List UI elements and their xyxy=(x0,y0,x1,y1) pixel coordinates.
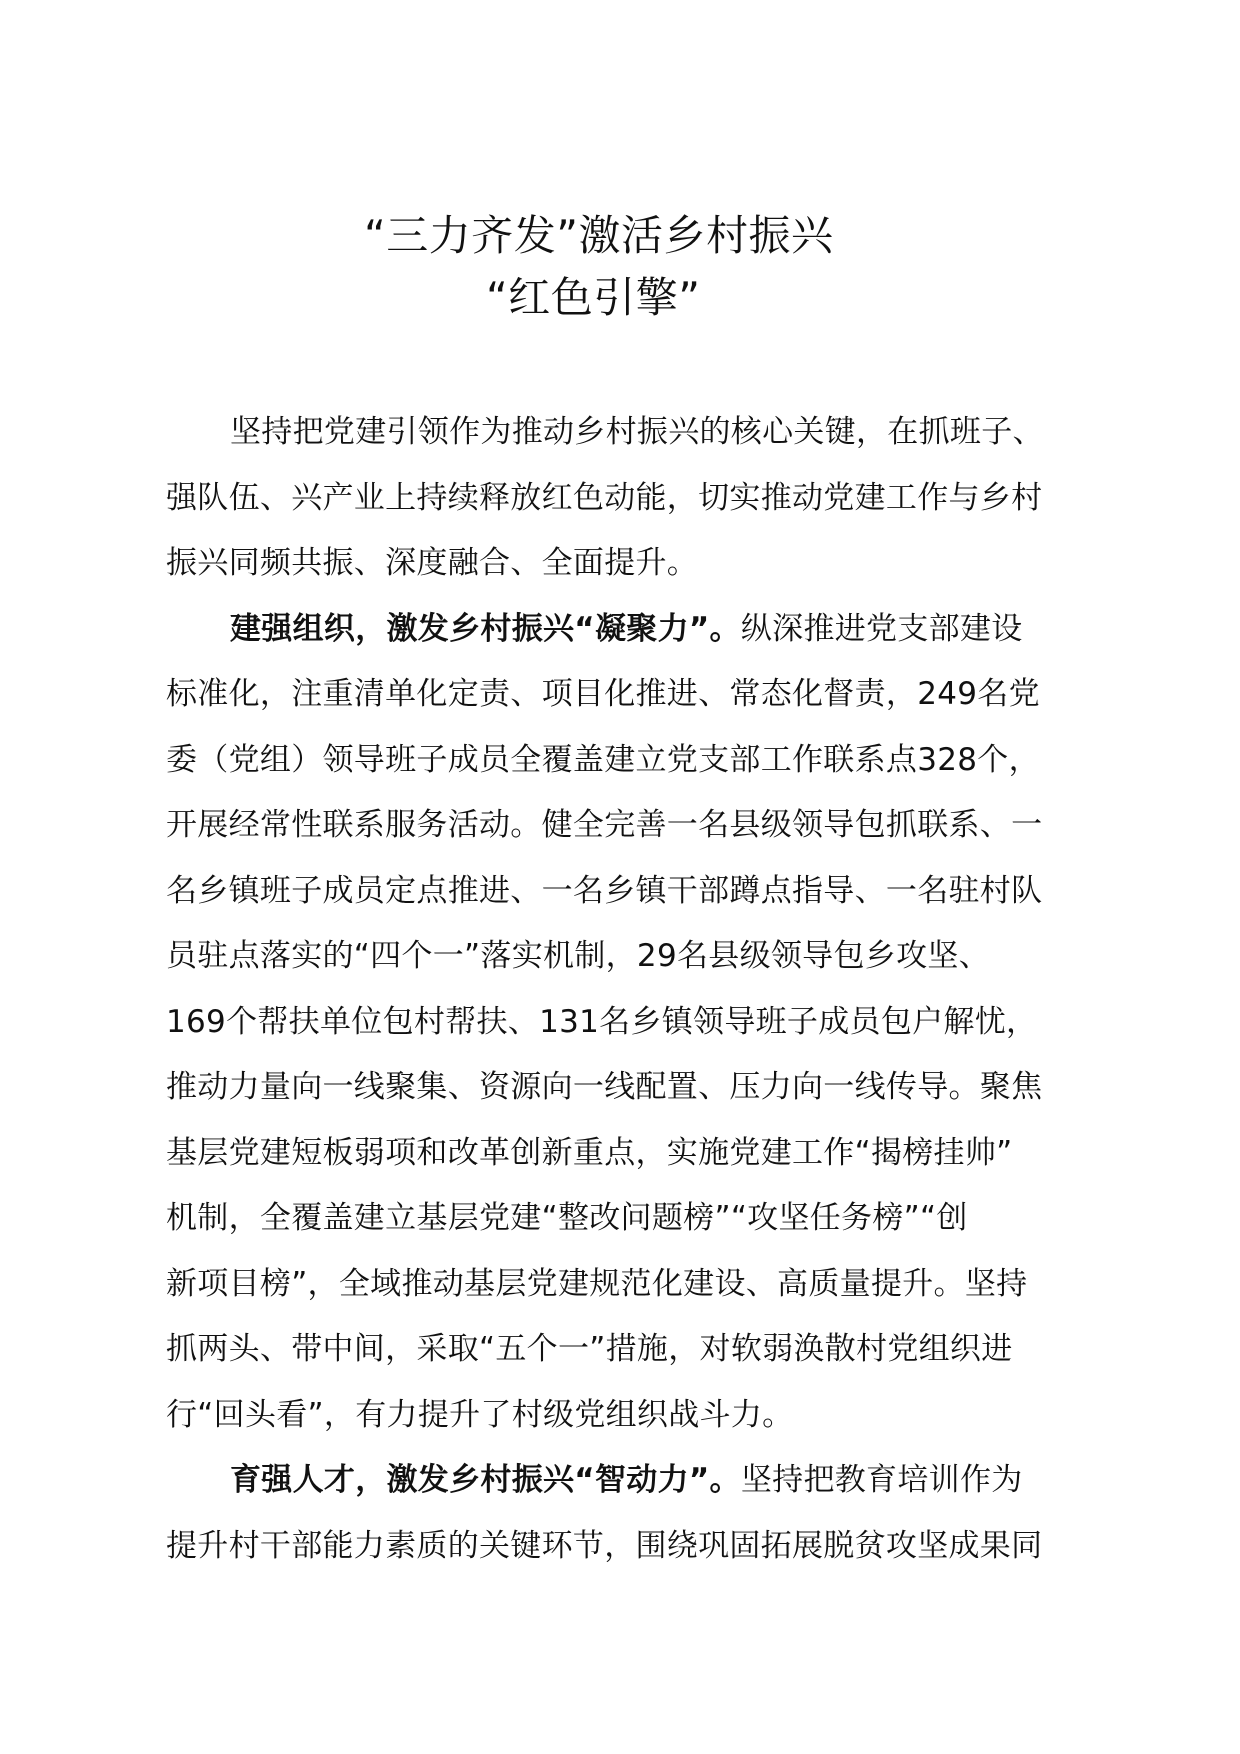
body-line: 坚持把党建引领作为推动乡村振兴的核心关键，在抓班子、 xyxy=(230,414,1044,450)
body-line: 强队伍、兴产业上持续释放红色动能，切实推动党建工作与乡村 xyxy=(166,479,1043,516)
body-line: 提升村干部能力素质的关键环节，围绕巩固拓展脱贫攻坚成果同 xyxy=(166,1527,1043,1564)
title-line-2: “红色引擎” xyxy=(486,273,701,322)
document-title xyxy=(0,205,1240,329)
document-body xyxy=(166,400,1100,1579)
section-lead-rest: 纵深推进党支部建设 xyxy=(740,610,1023,647)
section-heading-line xyxy=(166,1448,1100,1514)
body-line: 推动力量向一线聚集、资源向一线配置、压力向一线传导。聚焦 xyxy=(166,1069,1043,1105)
title-line-1: “三力齐发”激活乡村振兴 xyxy=(364,211,834,260)
body-line: 抓两头、带中间，采取“五个一”措施，对软弱涣散村党组织进 xyxy=(166,1331,1013,1367)
body-line: 委（党组）领导班子成员全覆盖建立党支部工作联系点328个， xyxy=(166,741,1040,778)
section-lead-organization: 建强组织，激发乡村振兴“凝聚力”。 xyxy=(230,610,741,647)
body-line: 开展经常性联系服务活动。健全完善一名县级领导包抓联系、一 xyxy=(166,807,1043,843)
body-line: 基层党建短板弱项和改革创新重点，实施党建工作“揭榜挂帅” xyxy=(166,1134,1013,1171)
body-line: 名乡镇班子成员定点推进、一名乡镇干部蹲点指导、一名驻村队 xyxy=(166,872,1043,909)
body-line: 员驻点落实的“四个一”落实机制，29名县级领导包乡攻坚、 xyxy=(166,938,990,974)
body-line: 行“回头看”，有力提升了村级党组织战斗力。 xyxy=(166,1396,794,1433)
section-heading-line xyxy=(166,597,1100,663)
body-line: 振兴同频共振、深度融合、全面提升。 xyxy=(166,545,699,581)
body-line: 169个帮扶单位包村帮扶、131名乡镇领导班子成员包户解忧， xyxy=(166,1003,1038,1040)
section-lead-rest: 坚持把教育培训作为 xyxy=(740,1462,1023,1498)
body-line: 新项目榜”，全域推动基层党建规范化建设、高质量提升。坚持 xyxy=(166,1265,1028,1302)
body-line: 标准化，注重清单化定责、项目化推进、常态化督责，249名党 xyxy=(166,676,1040,712)
section-lead-talent: 育强人才，激发乡村振兴“智动力”。 xyxy=(230,1462,741,1498)
body-line: 机制，全覆盖建立基层党建“整改问题榜”“攻坚任务榜”“创 xyxy=(166,1200,968,1236)
